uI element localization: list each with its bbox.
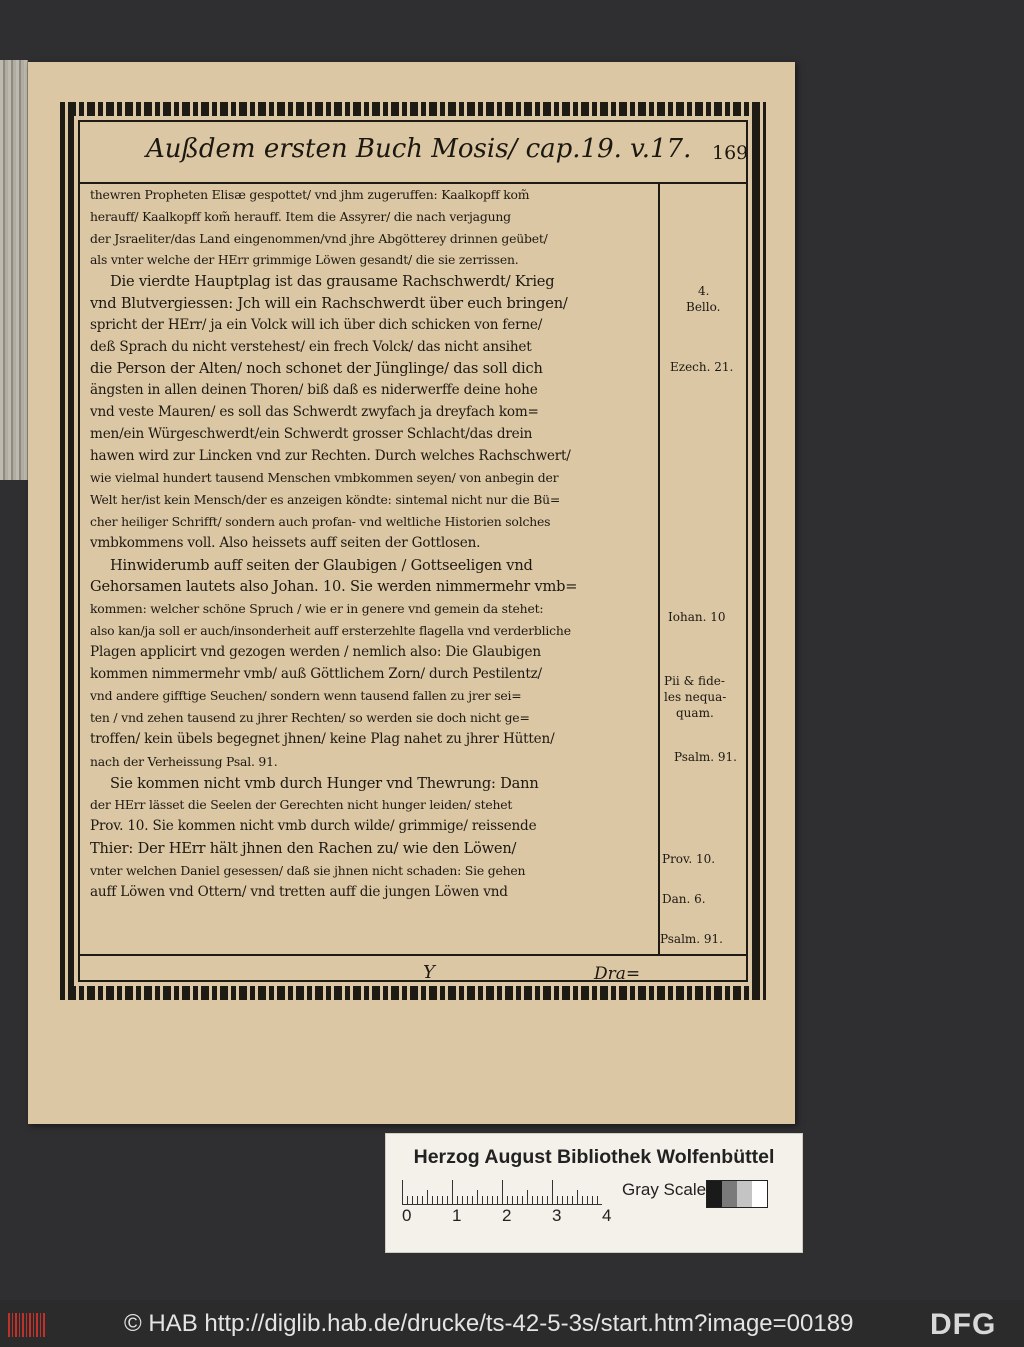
text-line: nach der Verheissung Psal. 91.: [90, 753, 278, 769]
text-line: vnd andere gifftige Seuchen/ sondern wenn tausend fallen zu jrer sei=: [90, 688, 522, 704]
library-name: Herzog August Bibliothek Wolfenbüttel: [413, 1146, 775, 1168]
text-line: als vnter welche der HErr grimmige Löwen gesandt/ die sie zerrissen.: [90, 252, 519, 268]
text-line: also kan/ja soll er auch/insonderheit auff ersterzehlte flagella vnd verderbliche: [90, 622, 571, 638]
marginal-note: Psalm. 91.: [660, 932, 723, 946]
ruler-number: 2: [502, 1206, 512, 1225]
text-line: wie vielmal hundert tausend Menschen vmbkommen seyen/ von anbegin der: [90, 470, 559, 486]
text-line: hawen wird zur Lincken vnd zur Rechten. Durch welches Rachschwert/: [90, 447, 571, 464]
marginal-note: Dan. 6.: [662, 892, 706, 906]
adjacent-page-edge: [0, 60, 28, 480]
text-line: Sie kommen nicht vmb durch Hunger vnd Thewrung: Dann: [110, 774, 539, 792]
marginal-note: Prov. 10.: [662, 852, 716, 866]
marginal-note: quam.: [676, 706, 714, 720]
text-line: cher heiliger Schrifft/ sondern auch profan- vnd weltliche Historien solches: [90, 513, 551, 529]
text-line: auff Löwen vnd Ottern/ vnd tretten auff die jungen Löwen vnd: [90, 883, 508, 900]
gray-swatch: [722, 1181, 737, 1207]
gray-swatch: [737, 1181, 752, 1207]
text-line: ten / vnd zehen tausend zu jhrer Rechten/ so werden sie doch nicht ge=: [90, 710, 530, 726]
footer-bar: [0, 1300, 1024, 1347]
marginal-note: Iohan. 10: [668, 610, 726, 624]
text-line: Hinwiderumb auff seiten der Glaubigen / Gottseeligen vnd: [110, 556, 533, 574]
text-line: Prov. 10. Sie kommen nicht vmb durch wilde/ grimmige/ reissende: [90, 818, 537, 835]
ruler-number: 3: [552, 1206, 562, 1225]
text-line: thewren Propheten Elisæ gespottet/ vnd jhm zugeruffen: Kaalkopff kom̃: [90, 187, 530, 202]
text-line: kommen: welcher schöne Spruch / wie er in genere vnd gemein da stehet:: [90, 601, 544, 617]
text-line: troffen/ kein übels begegnet jhnen/ keine Plag nahet zu jhrer Hütten/: [90, 730, 555, 747]
text-line: ängsten in allen deinen Thoren/ biß daß es niderwerffe deine hohe: [90, 382, 538, 399]
text-line: der Jsraeliter/das Land eingenommen/vnd jhre Abgötterey drinnen geübet/: [90, 230, 548, 246]
text-line: vmbkommens voll. Also heissets auff seiten der Gottlosen.: [90, 534, 481, 551]
hab-logo-icon: [8, 1313, 46, 1337]
text-line: Plagen applicirt vnd gezogen werden / nemlich also: Die Glaubigen: [90, 643, 541, 660]
ruler-number: 0: [402, 1206, 412, 1225]
signature-mark: Y: [423, 962, 435, 983]
running-head: Außdem ersten Buch Mosis/ cap.19. v.17.: [146, 134, 692, 164]
text-line: die Person der Alten/ noch schonet der Jünglinge/ das soll dich: [90, 360, 543, 378]
text-line: spricht der HErr/ ja ein Volck will ich über dich schicken von ferne/: [90, 316, 543, 333]
book-page: [28, 62, 795, 1124]
marginal-note: 4.: [698, 284, 710, 298]
text-line: vnd Blutvergiessen: Jch will ein Rachschwerdt über euch bringen/: [90, 294, 568, 312]
marginal-note: Pii & fide-: [664, 674, 725, 688]
text-line: men/ein Würgeschwerdt/ein Schwerdt grosser Schlacht/das drein: [90, 425, 533, 442]
ruler-number: 4: [602, 1206, 612, 1225]
marginal-note: Psalm. 91.: [674, 750, 737, 764]
scale-ruler: [402, 1178, 602, 1205]
marginal-note: Ezech. 21.: [670, 360, 734, 374]
text-line: Welt her/ist kein Mensch/der es anzeigen köndte: sintemal nicht nur die Bü=: [90, 492, 561, 508]
ruler-number: 1: [452, 1206, 462, 1225]
body-text: [90, 184, 658, 903]
text-line: deß Sprach du nicht verstehest/ ein frech Volck/ das nicht ansihet: [90, 338, 532, 355]
text-line: Gehorsamen lautets also Johan. 10. Sie werden nimmermehr vmb=: [90, 578, 578, 596]
library-color-card: [385, 1133, 803, 1253]
margin-rule: [658, 184, 660, 954]
text-line: vnter welchen Daniel gesessen/ daß sie jhnen nicht schaden: Sie gehen: [90, 862, 526, 878]
copyright-url[interactable]: © HAB http://diglib.hab.de/drucke/ts-42-5-3s/start.htm?image=00189: [124, 1310, 854, 1337]
marginal-note: Bello.: [686, 300, 721, 314]
catchword: Dra=: [594, 964, 641, 984]
text-line: Die vierdte Hauptplag ist das grausame Rachschwerdt/ Krieg: [110, 273, 555, 291]
text-line: vnd veste Mauren/ es soll das Schwerdt zwyfach ja dreyfach kom=: [90, 403, 539, 420]
footer-rule: [80, 954, 746, 956]
page-number: 169: [712, 142, 749, 164]
text-line: herauff/ Kaalkopff kom̃ herauff. Item die Assyrer/ die nach verjagung: [90, 208, 511, 224]
gray-swatch: [707, 1181, 722, 1207]
dfg-logo: DFG: [930, 1308, 997, 1341]
text-line: kommen nimmermehr vmb/ auß Göttlichem Zorn/ durch Pestilentz/: [90, 665, 542, 682]
gray-scale-swatches: [706, 1180, 768, 1208]
gray-scale-label: Gray Scale: [622, 1180, 707, 1199]
text-line: Thier: Der HErr hält jhnen den Rachen zu/ wie den Löwen/: [90, 839, 517, 857]
gray-swatch: [752, 1181, 767, 1207]
marginal-note: les nequa-: [664, 690, 727, 704]
text-line: der HErr lässet die Seelen der Gerechten nicht hunger leiden/ stehet: [90, 797, 513, 813]
